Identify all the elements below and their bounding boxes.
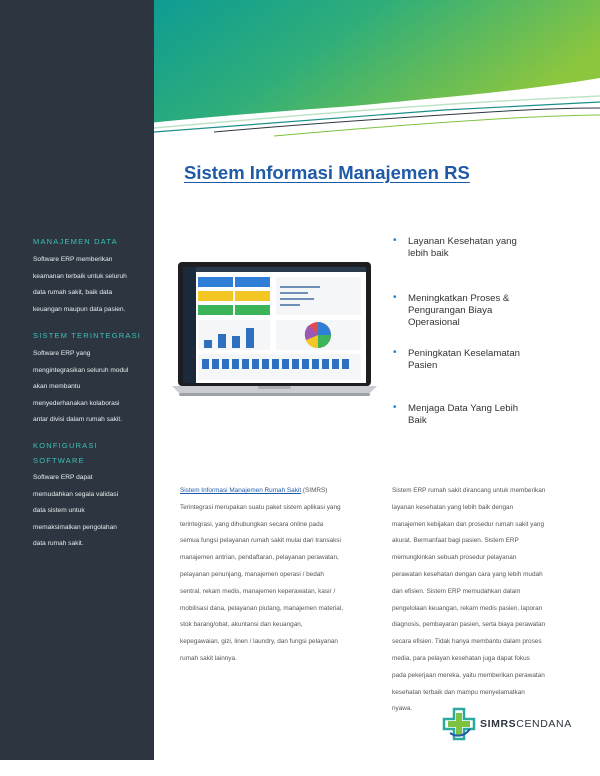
sidebar-section-data-management — [33, 236, 148, 318]
body-text: (SIMRS) — [301, 487, 328, 494]
body-column-right — [392, 483, 578, 718]
body-line: diagnosis, pembayaran pasien, serta biaya perawatan — [392, 621, 546, 629]
benefit-line: Meningkatkan Proses & — [408, 293, 510, 304]
benefit-item — [393, 403, 563, 427]
benefit-line: Pengurangan Biaya — [408, 305, 493, 316]
sidebar-section-title — [33, 438, 148, 468]
benefit-line: Operasional — [408, 317, 460, 328]
sidebar-line: Software ERP dapat — [33, 474, 93, 481]
body-line — [180, 483, 372, 500]
sidebar-line: data sistem untuk — [33, 507, 85, 514]
benefit-item — [393, 236, 563, 260]
bullet-dot-icon: • — [393, 402, 397, 413]
body-line: kepegawaian, gizi, linen / laundry, dan fungsi pelayanan — [180, 638, 338, 646]
bullet-dot-icon: • — [393, 347, 397, 358]
body-column-left — [180, 483, 372, 668]
sidebar-line: menyederhanakan kolaborasi — [33, 399, 120, 407]
body-line: rumah sakit lainnya. — [180, 654, 237, 662]
sidebar-line: memudahkan segala validasi — [33, 490, 119, 498]
simrs-link[interactable]: Sistem Informasi Manajemen Rumah Sakit — [180, 487, 302, 494]
body-line: media, para pelayan kesehatan juga dapat fokus — [392, 654, 530, 662]
sidebar-title-line: KONFIGURASI — [33, 441, 98, 450]
sidebar-line: keuangan maupun data pasien. — [33, 305, 126, 313]
body-line: terintegrasi, yang dihubungkan secara online pada — [180, 520, 324, 528]
body-line: pengelolaan keuangan, rekam medis pasien, laporan — [392, 604, 543, 612]
sidebar-line: memaksimalkan pengolahan — [33, 523, 117, 531]
body-line: semua fungsi pelayanan rumah sakit mulai dari transaksi — [180, 537, 341, 545]
logo-wordmark — [480, 718, 572, 730]
benefit-line: lebih baik — [408, 248, 449, 259]
sidebar-title-line: SOFTWARE — [33, 456, 85, 465]
sidebar-line: akan membantu — [33, 383, 81, 390]
body-line: nyawa. — [392, 705, 413, 713]
body-line: secara efisien. Tidak hanya membantu dalam proses — [392, 638, 542, 646]
body-line: manajemen antrian, pendaftaran, pelayanan perawatan, — [180, 554, 339, 562]
benefit-line: Pasien — [408, 360, 438, 371]
medical-cross-icon — [442, 707, 476, 741]
logo-text-bold: SIMRS — [480, 718, 517, 730]
benefit-line: Baik — [408, 415, 427, 426]
body-line: akurat. Bermanfaat bagi pasien. Sistem ERP — [392, 537, 519, 545]
body-line: sentral, rekam medis, manajemen keperawatan, kasir / — [180, 587, 336, 595]
body-line: stok barang/obat, akuntansi dan keuangan, — [180, 621, 303, 629]
laptop-dashboard-image — [172, 262, 377, 400]
sidebar-line: Software ERP yang — [33, 350, 91, 357]
sidebar-line: antar divisi dalam rumah sakit. — [33, 416, 123, 423]
bullet-dot-icon: • — [393, 292, 397, 303]
benefit-item — [393, 348, 563, 372]
wave-graphic — [154, 0, 600, 140]
sidebar-line: data rumah sakit, baik data — [33, 289, 113, 296]
body-line: mobilisasi dana, pelayanan piutang, manajemen material, — [180, 604, 344, 612]
bullet-dot-icon: • — [393, 235, 397, 246]
sidebar — [0, 0, 154, 760]
body-line: kesehatan terbaik dan mampu menyelamatkan — [392, 688, 525, 696]
body-line: Sistem ERP rumah sakit dirancang untuk memberikan — [392, 487, 546, 494]
sidebar-line: keamanan terbaik untuk seluruh — [33, 272, 127, 280]
body-line: pada pekerjaan mereka, yaitu memberikan perawatan — [392, 671, 545, 679]
sidebar-section-title: MANAJEMEN DATA — [33, 237, 118, 246]
benefit-item — [393, 293, 563, 329]
sidebar-section-software-config — [33, 438, 148, 553]
body-line: Terintegrasi merupakan suatu paket sistem aplikasi yang — [180, 503, 341, 511]
benefit-line: Peningkatan Keselamatan — [408, 348, 521, 359]
benefit-line: Menjaga Data Yang Lebih — [408, 403, 519, 414]
sidebar-section-title: SISTEM TERINTEGRASI — [33, 331, 142, 340]
body-line: memungkinkan sebuah prosedur pelayanan — [392, 554, 517, 562]
body-line: dan efisien. Sistem ERP memudahkan dalam — [392, 587, 521, 595]
body-line: pelayanan penunjang, manajemen operasi / bedah — [180, 570, 324, 578]
sidebar-line: data rumah sakit. — [33, 540, 84, 547]
simrs-cendana-logo — [442, 707, 582, 741]
body-line: manajemen kebijakan dan prosedur rumah sakit yang — [392, 520, 545, 528]
sidebar-line: Software ERP memberikan — [33, 256, 113, 263]
sidebar-section-integrated-system — [33, 330, 148, 429]
body-line: layanan kesehatan yang lebih baik dengan — [392, 503, 514, 511]
benefit-line: Layanan Kesehatan yang — [408, 236, 517, 247]
body-line: perawatan kesehatan dengan cara yang lebih mudah — [392, 570, 543, 578]
header-wave-banner — [154, 0, 600, 140]
page-title: Sistem Informasi Manajemen RS — [184, 162, 470, 183]
sidebar-line: mengintegrasikan seluruh modul — [33, 366, 129, 374]
logo-text-light: CENDANA — [516, 718, 572, 730]
